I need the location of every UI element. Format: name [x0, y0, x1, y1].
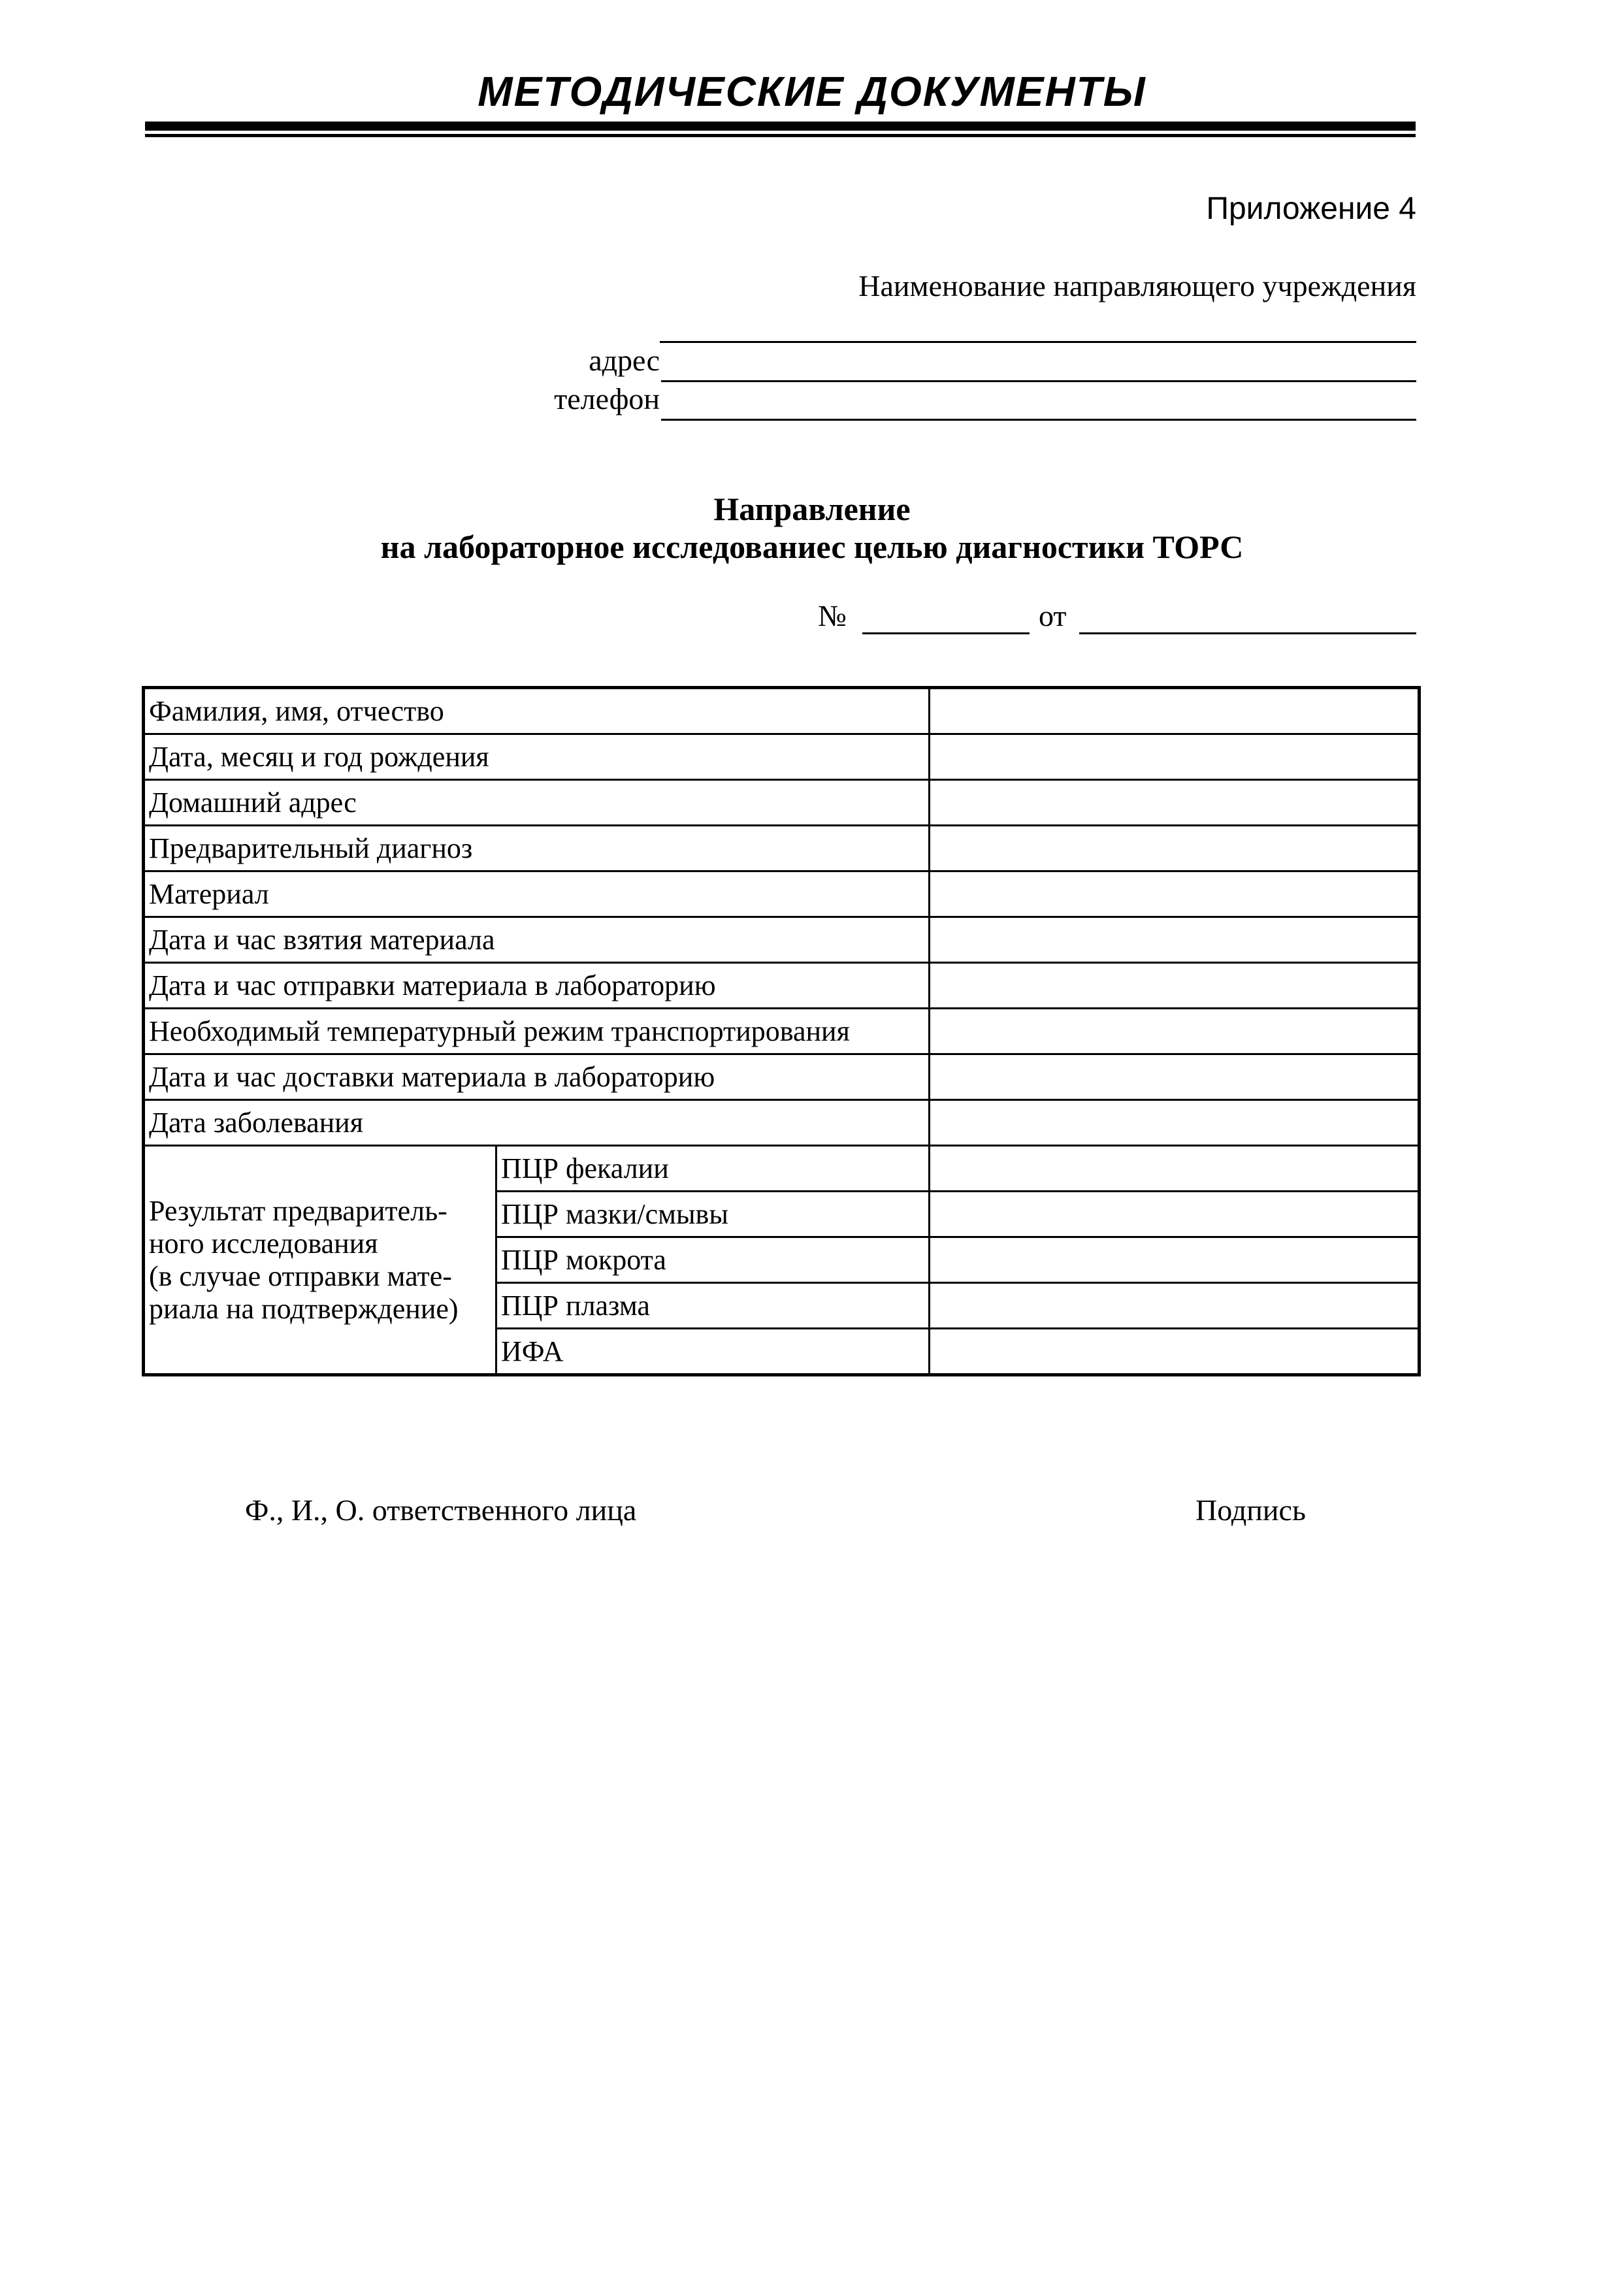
- row-value-cell[interactable]: [930, 780, 1420, 826]
- test-value-cell[interactable]: [930, 1283, 1420, 1329]
- row-label: Домашний адрес: [144, 780, 930, 826]
- test-label: ПЦР плазма: [496, 1283, 930, 1329]
- result-label-line: риала на подтверждение): [149, 1292, 459, 1325]
- test-value-cell[interactable]: [930, 1237, 1420, 1283]
- responsible-person-label: Ф., И., О. ответственного лица: [245, 1493, 637, 1527]
- result-label-line: Результат предваритель-: [149, 1194, 447, 1227]
- row-label: Необходимый температурный режим транспортирования: [144, 1009, 930, 1054]
- row-value-cell[interactable]: [930, 826, 1420, 871]
- test-value-cell[interactable]: [930, 1146, 1420, 1192]
- row-value-cell[interactable]: [930, 963, 1420, 1009]
- table-row: [144, 963, 1420, 1009]
- address-field[interactable]: [661, 380, 1416, 382]
- table-row: [144, 1146, 1420, 1192]
- appendix-label: Приложение 4: [1206, 191, 1416, 226]
- phone-field[interactable]: [661, 419, 1416, 421]
- table-row: [144, 734, 1420, 780]
- document-subtitle: на лабораторное исследованиес целью диагностики ТОРС: [380, 529, 1244, 565]
- number-field[interactable]: [862, 632, 1030, 634]
- header-rule-thick: [145, 122, 1416, 131]
- signature-label: Подпись: [1195, 1493, 1306, 1527]
- result-label-line: (в случае отправки мате-: [149, 1260, 452, 1292]
- row-label: Дата и час доставки материала в лабораторию: [144, 1054, 930, 1100]
- result-label-line: ного исследования: [149, 1227, 378, 1260]
- table-row: [144, 1054, 1420, 1100]
- institution-name-field[interactable]: [660, 341, 1416, 343]
- row-label: Материал: [144, 871, 930, 917]
- row-value-cell[interactable]: [930, 1100, 1420, 1146]
- row-label: Дата, месяц и год рождения: [144, 734, 930, 780]
- address-label: адрес: [589, 344, 660, 377]
- test-label: ПЦР фекалии: [496, 1146, 930, 1192]
- row-label: Дата и час взятия материала: [144, 917, 930, 963]
- table-row: [144, 871, 1420, 917]
- row-value-cell[interactable]: [930, 1054, 1420, 1100]
- table-row: [144, 917, 1420, 963]
- test-label: ИФА: [496, 1329, 930, 1375]
- test-value-cell[interactable]: [930, 1192, 1420, 1237]
- phone-label: телефон: [554, 382, 660, 415]
- test-label: ПЦР мокрота: [496, 1237, 930, 1283]
- institution-name-label: Наименование направляющего учреждения: [858, 269, 1416, 302]
- test-label: ПЦР мазки/смывы: [496, 1192, 930, 1237]
- document-title: Направление: [713, 491, 911, 527]
- table-row: [144, 1100, 1420, 1146]
- referral-form-table: [142, 686, 1421, 1376]
- row-value-cell[interactable]: [930, 734, 1420, 780]
- header-rule-thin: [145, 134, 1416, 137]
- table-row: [144, 1009, 1420, 1054]
- row-value-cell[interactable]: [930, 917, 1420, 963]
- row-label: Дата и час отправки материала в лабораторию: [144, 963, 930, 1009]
- table-row: [144, 688, 1420, 734]
- date-from-label: от: [1039, 599, 1067, 632]
- row-value-cell[interactable]: [930, 871, 1420, 917]
- row-value-cell[interactable]: [930, 1009, 1420, 1054]
- table-row: [144, 826, 1420, 871]
- table-row: [144, 780, 1420, 826]
- row-label: Дата заболевания: [144, 1100, 930, 1146]
- row-label: Предварительный диагноз: [144, 826, 930, 871]
- number-label: №: [818, 599, 847, 632]
- test-value-cell[interactable]: [930, 1329, 1420, 1375]
- result-group-label: [144, 1146, 496, 1375]
- row-label: Фамилия, имя, отчество: [144, 688, 930, 734]
- row-value-cell[interactable]: [930, 688, 1420, 734]
- date-field[interactable]: [1079, 632, 1416, 634]
- section-header-title: МЕТОДИЧЕСКИЕ ДОКУМЕНТЫ: [478, 68, 1146, 115]
